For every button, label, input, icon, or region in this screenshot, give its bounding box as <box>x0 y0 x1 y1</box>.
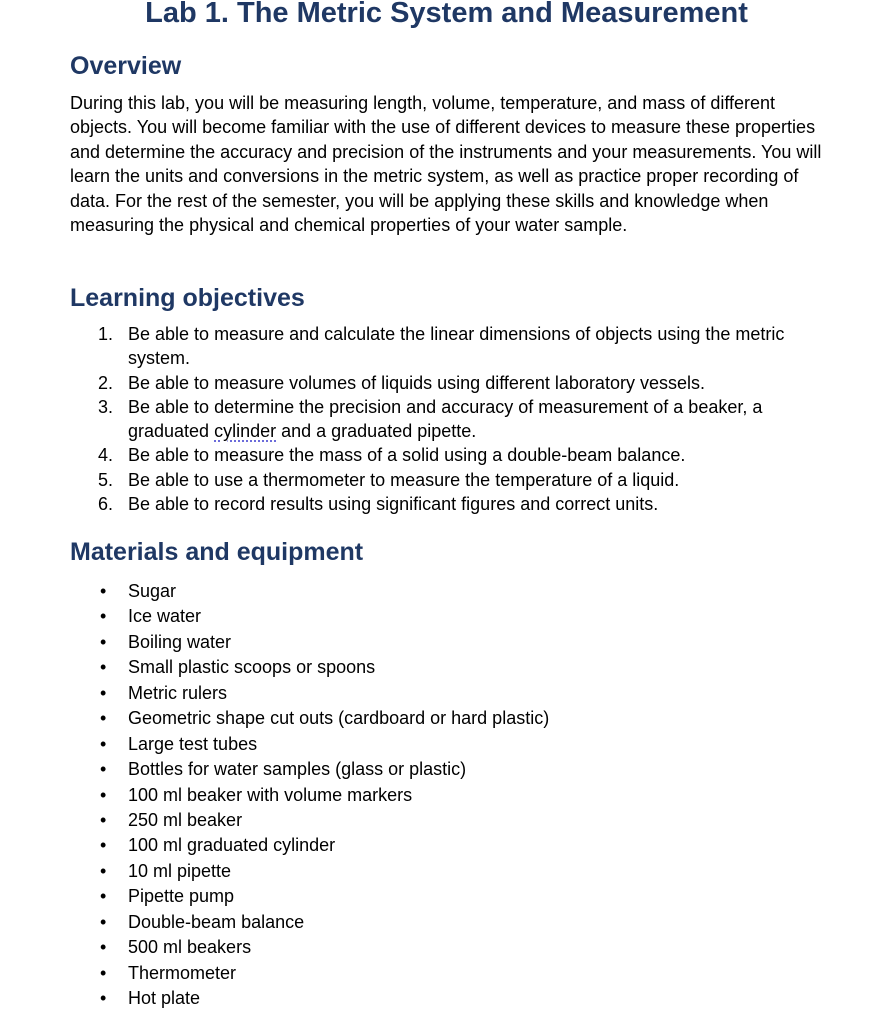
material-text: 10 ml pipette <box>128 860 232 881</box>
bullet-icon: • <box>100 606 107 627</box>
bullet-icon: • <box>100 988 107 1008</box>
material-item <box>0 935 549 960</box>
objective-text-part: and a graduated pipette. <box>276 421 477 442</box>
material-item <box>0 732 549 757</box>
bullet-icon: • <box>100 581 107 601</box>
grammar-flagged-word[interactable]: cylinder <box>214 421 277 442</box>
objective-number: 3. <box>98 396 114 417</box>
material-text: Large test tubes <box>128 733 258 754</box>
material-text: Thermometer <box>128 962 237 983</box>
bullet-icon: • <box>100 835 107 856</box>
material-item <box>0 884 549 909</box>
material-text: Double-beam balance <box>128 911 305 932</box>
objective-text <box>128 397 762 441</box>
material-item <box>0 757 549 782</box>
objective-text: Be able to measure and calculate the linear dimensions of objects using the metric system. <box>128 324 785 369</box>
material-item <box>0 783 549 808</box>
learning-objectives-heading: Learning objectives <box>70 284 305 312</box>
bullet-icon: • <box>100 682 107 703</box>
material-item <box>0 910 549 935</box>
objective-number: 5. <box>98 469 114 490</box>
material-text: Hot plate <box>128 988 201 1008</box>
material-item <box>0 859 549 884</box>
material-item <box>0 655 549 680</box>
material-text: Bottles for water samples (glass or plastic) <box>128 759 467 780</box>
materials-heading: Materials and equipment <box>70 538 364 566</box>
material-item <box>0 833 549 858</box>
objective-text-part: Be able to determine the precision and accuracy of measurement of a beaker, a graduated <box>128 396 763 442</box>
material-item <box>0 808 549 833</box>
bullet-icon: • <box>100 733 107 754</box>
material-text: Small plastic scoops or spoons <box>128 657 376 678</box>
objective-item <box>0 395 828 444</box>
bullet-icon: • <box>100 886 107 907</box>
objective-item <box>0 492 828 516</box>
bullet-icon: • <box>100 759 107 780</box>
bullet-icon: • <box>100 962 107 983</box>
material-text: Sugar <box>128 581 177 601</box>
objective-item <box>0 443 828 467</box>
material-item <box>0 961 549 986</box>
material-text: 100 ml beaker with volume markers <box>128 784 413 805</box>
material-text: 500 ml beakers <box>128 937 252 958</box>
bullet-icon: • <box>100 809 107 830</box>
material-text: Metric rulers <box>128 682 228 703</box>
material-text: Boiling water <box>128 631 232 652</box>
objective-text: Be able to use a thermometer to measure the temperature of a liquid. <box>128 469 680 490</box>
objective-text: Be able to record results using significant figures and correct units. <box>128 494 659 515</box>
document-title: Lab 1. The Metric System and Measurement <box>145 0 748 29</box>
bullet-icon: • <box>100 784 107 805</box>
objective-number: 6. <box>98 494 114 515</box>
bullet-icon: • <box>100 631 107 652</box>
material-item <box>0 706 549 731</box>
material-text: 100 ml graduated cylinder <box>128 835 336 856</box>
bullet-icon: • <box>100 708 107 729</box>
learning-objectives-list <box>0 322 828 516</box>
material-item <box>0 604 549 629</box>
objective-item <box>0 468 828 492</box>
material-text: 250 ml beaker <box>128 809 243 830</box>
material-item <box>0 986 549 1011</box>
objective-number: 4. <box>98 445 114 466</box>
material-item <box>0 630 549 655</box>
material-item <box>0 681 549 706</box>
objective-number: 2. <box>98 372 114 393</box>
objective-item <box>0 371 828 395</box>
bullet-icon: • <box>100 860 107 881</box>
objective-number: 1. <box>98 324 114 344</box>
material-text: Geometric shape cut outs (cardboard or hard plastic) <box>128 708 550 729</box>
materials-list <box>0 579 549 1011</box>
overview-heading: Overview <box>70 52 182 80</box>
material-text: Ice water <box>128 606 202 627</box>
bullet-icon: • <box>100 911 107 932</box>
material-item <box>0 579 549 604</box>
objective-text: Be able to measure the mass of a solid using a double-beam balance. <box>128 445 686 466</box>
material-text: Pipette pump <box>128 886 235 907</box>
overview-paragraph: During this lab, you will be measuring length, volume, temperature, and mass of different objects. You will become familiar with the use of different devices to measure these properties and determine the accuracy and precision of the instruments and your measurements. You will learn the units and conversions in the metric system, as well as practice proper recording of data. For the rest of the semester, you will be applying these skills and knowledge when measuring the physical and chemical properties of your water sample. <box>70 93 822 236</box>
objective-text: Be able to measure volumes of liquids using different laboratory vessels. <box>128 372 705 393</box>
objective-item <box>0 322 828 371</box>
bullet-icon: • <box>100 657 107 678</box>
bullet-icon: • <box>100 937 107 958</box>
